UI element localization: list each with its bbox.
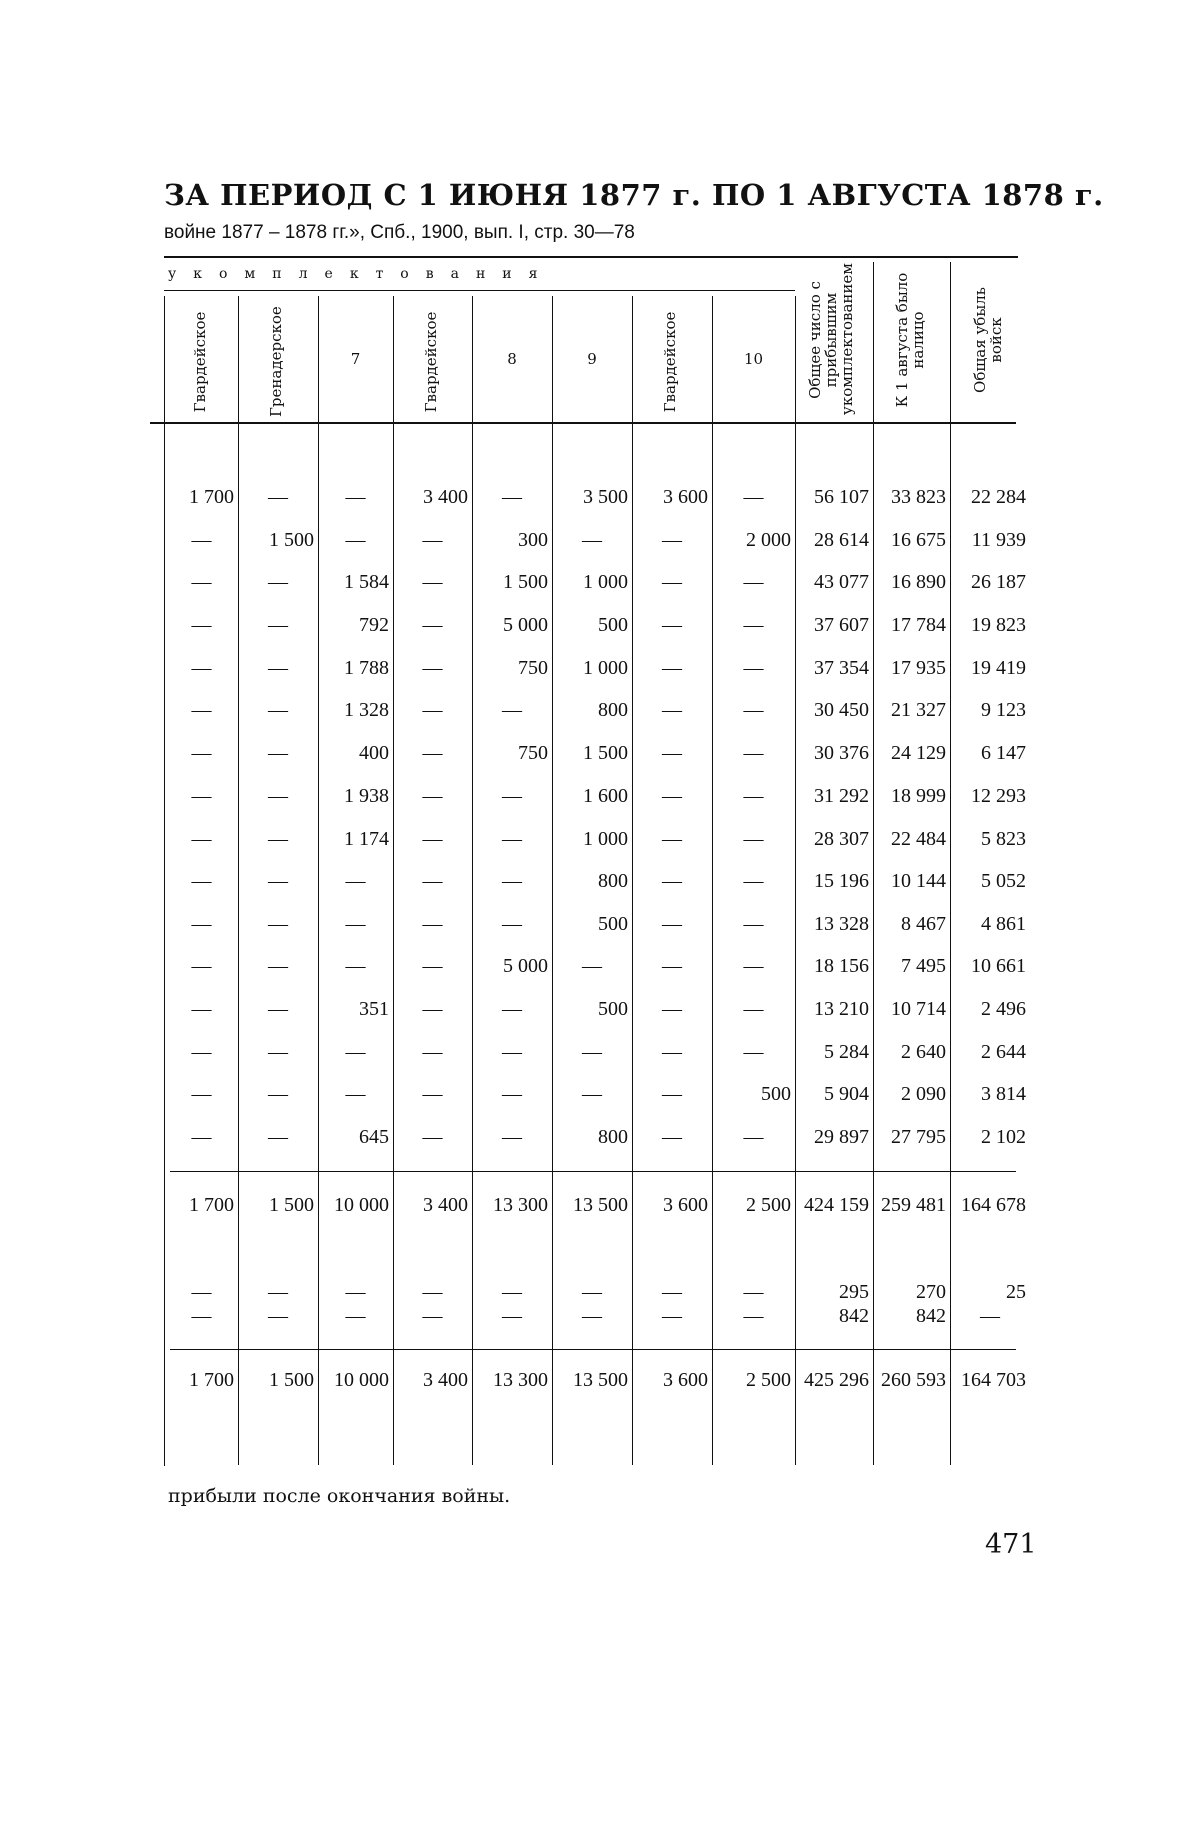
table-row-cell: 750: [518, 742, 548, 764]
subtotal-row-cell: 10 000: [334, 1194, 389, 1216]
table-row-cell: —: [743, 1126, 764, 1148]
table-row-cell: —: [268, 1083, 288, 1105]
table-row-cell: 351: [359, 998, 389, 1020]
table-row-cell: —: [268, 1041, 288, 1063]
table-row-cell: 3 500: [583, 486, 628, 508]
total-row-cell: 425 296: [804, 1369, 869, 1391]
table-row-cell: 18 999: [891, 785, 946, 807]
table-row-cell: —: [662, 1083, 682, 1105]
table-row-cell: 1 938: [344, 785, 389, 807]
extra-row-cell: 270: [916, 1281, 946, 1303]
table-row-cell: —: [191, 998, 212, 1020]
table-row-cell: 500: [598, 998, 628, 1020]
group-underline: [164, 290, 795, 291]
table-row-cell: —: [191, 913, 212, 935]
table-row-cell: —: [191, 1083, 212, 1105]
table-row-cell: 28 614: [814, 529, 869, 551]
header-bottom-rule: [150, 422, 1016, 424]
table-row-cell: —: [662, 1041, 682, 1063]
table-row-cell: —: [582, 1041, 602, 1063]
table-row-cell: 24 129: [891, 742, 946, 764]
table-row-cell: —: [743, 486, 764, 508]
table-row-cell: 29 897: [814, 1126, 869, 1148]
table-row-cell: —: [743, 1041, 764, 1063]
table-row-cell: —: [743, 913, 764, 935]
table-row-cell: 13 210: [814, 998, 869, 1020]
table-row-cell: 792: [359, 614, 389, 636]
table-row-cell: —: [268, 913, 288, 935]
column-header: Общее число с прибывшим укомплектованием: [806, 263, 856, 415]
table-row-cell: —: [422, 529, 443, 551]
table-row-cell: 8 467: [901, 913, 946, 935]
table-row-cell: —: [422, 998, 443, 1020]
table-row-cell: —: [345, 486, 366, 508]
table-row-cell: 12 293: [971, 785, 1026, 807]
table-row-cell: 3 600: [663, 486, 708, 508]
table-row-cell: 2 000: [746, 529, 791, 551]
table-row-cell: 15 196: [814, 870, 869, 892]
table-row-cell: —: [268, 828, 288, 850]
table-row-cell: 5 284: [824, 1041, 869, 1063]
table-row-cell: —: [422, 657, 443, 679]
table-row-cell: —: [422, 870, 443, 892]
table-row-cell: —: [502, 828, 522, 850]
table-row-cell: —: [191, 1041, 212, 1063]
table-row-cell: 31 292: [814, 785, 869, 807]
extra-row-cell: —: [422, 1305, 443, 1327]
table-row-cell: —: [502, 486, 522, 508]
table-row-cell: 17 784: [891, 614, 946, 636]
subtotal-row-cell: 1 700: [189, 1194, 234, 1216]
table-row-cell: 37 354: [814, 657, 869, 679]
total-row-cell: 260 593: [881, 1369, 946, 1391]
extra-row-cell: 842: [916, 1305, 946, 1327]
table-row-cell: 21 327: [891, 699, 946, 721]
table-row-cell: 19 419: [971, 657, 1026, 679]
table-row-cell: —: [743, 785, 764, 807]
table-row-cell: 2 496: [981, 998, 1026, 1020]
table-row-cell: —: [662, 955, 682, 977]
table-row-cell: 27 795: [891, 1126, 946, 1148]
table-row-cell: —: [422, 955, 443, 977]
table-row-cell: 1 600: [583, 785, 628, 807]
table-row-cell: —: [502, 699, 522, 721]
table-row-cell: 1 174: [344, 828, 389, 850]
subtotal-row-cell: 424 159: [804, 1194, 869, 1216]
subtotal-row-cell: 13 300: [493, 1194, 548, 1216]
table-row-cell: 500: [598, 614, 628, 636]
table-row-cell: —: [662, 529, 682, 551]
table-top-rule: [164, 256, 1018, 258]
column-header: Гренадерское: [267, 306, 285, 417]
table-row-cell: —: [743, 828, 764, 850]
page-number: 471: [985, 1529, 1037, 1560]
table-row-cell: 300: [518, 529, 548, 551]
table-row-cell: 2 644: [981, 1041, 1026, 1063]
total-row-cell: 3 600: [663, 1369, 708, 1391]
table-row-cell: —: [191, 870, 212, 892]
table-row-cell: 1 700: [189, 486, 234, 508]
table-row-cell: —: [345, 1083, 366, 1105]
table-row-cell: —: [662, 571, 682, 593]
table-row-cell: 26 187: [971, 571, 1026, 593]
table-row-cell: —: [743, 742, 764, 764]
column-header: Общая убыль войск: [971, 287, 1005, 393]
table-row-cell: —: [191, 657, 212, 679]
table-row-cell: 28 307: [814, 828, 869, 850]
table-row-cell: 5 000: [503, 955, 548, 977]
table-row-cell: 500: [761, 1083, 791, 1105]
table-row-cell: —: [268, 785, 288, 807]
extra-row-cell: —: [268, 1281, 288, 1303]
column-header: Гвардейское: [190, 311, 209, 413]
table-row-cell: —: [662, 742, 682, 764]
table-row-cell: —: [191, 785, 212, 807]
table-row-cell: 400: [359, 742, 389, 764]
table-row-cell: 2 090: [901, 1083, 946, 1105]
table-row-cell: 2 102: [981, 1126, 1026, 1148]
table-row-cell: —: [743, 699, 764, 721]
table-row-cell: 1 500: [583, 742, 628, 764]
table-row-cell: 17 935: [891, 657, 946, 679]
extra-row-cell: —: [662, 1305, 682, 1327]
total-row-cell: 164 703: [961, 1369, 1026, 1391]
table-row-cell: —: [502, 785, 522, 807]
table-row-cell: 18 156: [814, 955, 869, 977]
table-row-cell: —: [422, 913, 443, 935]
table-row-cell: —: [345, 955, 366, 977]
subtotal-row-cell: 2 500: [746, 1194, 791, 1216]
column-header: 9: [587, 350, 597, 368]
table-row-cell: 30 376: [814, 742, 869, 764]
table-row-cell: 37 607: [814, 614, 869, 636]
extra-row-cell: —: [743, 1281, 764, 1303]
table-row-cell: 10 661: [971, 955, 1026, 977]
table-row-cell: 10 144: [891, 870, 946, 892]
total-row-cell: 3 400: [423, 1369, 468, 1391]
extra-row-cell: 295: [839, 1281, 869, 1303]
table-row-cell: —: [662, 913, 682, 935]
table-row-cell: —: [268, 870, 288, 892]
table-row-cell: 750: [518, 657, 548, 679]
page-title: ЗА ПЕРИОД С 1 ИЮНЯ 1877 г. ПО 1 АВГУСТА 1878 г.: [164, 178, 1104, 212]
table-row-cell: 13 328: [814, 913, 869, 935]
table-row-cell: —: [191, 529, 212, 551]
table-row-cell: —: [268, 657, 288, 679]
total-row-cell: 13 300: [493, 1369, 548, 1391]
subtotal-row-cell: 1 500: [269, 1194, 314, 1216]
table-row-cell: 1 000: [583, 828, 628, 850]
table-row-cell: —: [268, 1126, 288, 1148]
extra-row-cell: —: [191, 1281, 212, 1303]
table-row-cell: —: [345, 1041, 366, 1063]
table-row-cell: 6 147: [981, 742, 1026, 764]
table-row-cell: —: [662, 828, 682, 850]
table-row-cell: 33 823: [891, 486, 946, 508]
extra-row-cell: —: [422, 1281, 443, 1303]
table-row-cell: 3 400: [423, 486, 468, 508]
table-row-cell: 22 284: [971, 486, 1026, 508]
table-row-cell: —: [345, 529, 366, 551]
table-row-cell: 5 823: [981, 828, 1026, 850]
table-row-cell: 9 123: [981, 699, 1026, 721]
table-row-cell: 800: [598, 699, 628, 721]
total-row-cell: 13 500: [573, 1369, 628, 1391]
table-row-cell: —: [268, 742, 288, 764]
table-row-cell: 5 052: [981, 870, 1026, 892]
table-row-cell: —: [502, 1041, 522, 1063]
column-header: 10: [743, 350, 764, 368]
extra-row-cell: 25: [1006, 1281, 1026, 1303]
table-row-cell: —: [268, 486, 288, 508]
column-header: 7: [350, 350, 361, 368]
table-row-cell: —: [502, 998, 522, 1020]
table-row-cell: 16 675: [891, 529, 946, 551]
table-row-cell: —: [191, 699, 212, 721]
table-row-cell: —: [743, 955, 764, 977]
extra-row-cell: —: [502, 1281, 522, 1303]
table-row-cell: 43 077: [814, 571, 869, 593]
extra-row-cell: —: [582, 1281, 602, 1303]
table-row-cell: 4 861: [981, 913, 1026, 935]
extra-row-cell: —: [582, 1305, 602, 1327]
table-row-cell: —: [743, 870, 764, 892]
table-row-cell: 11 939: [971, 529, 1026, 551]
table-row-cell: 1 000: [583, 657, 628, 679]
table-row-cell: —: [422, 1041, 443, 1063]
subtotal-row-cell: 259 481: [881, 1194, 946, 1216]
table-row-cell: 800: [598, 1126, 628, 1148]
subtotal-row-cell: 164 678: [961, 1194, 1026, 1216]
extra-row-cell: —: [743, 1305, 764, 1327]
table-row-cell: 7 495: [901, 955, 946, 977]
extra-row-cell: 842: [839, 1305, 869, 1327]
table-row-cell: —: [191, 955, 212, 977]
table-row-cell: —: [268, 955, 288, 977]
table-row-cell: —: [662, 1126, 682, 1148]
table-row-cell: 2 640: [901, 1041, 946, 1063]
table-row-cell: 645: [359, 1126, 389, 1148]
extra-row-cell: —: [191, 1305, 212, 1327]
total-row-cell: 10 000: [334, 1369, 389, 1391]
table-row-cell: 1 584: [344, 571, 389, 593]
extra-row-cell: —: [345, 1305, 366, 1327]
extra-row-cell: —: [268, 1305, 288, 1327]
table-row-cell: 1 328: [344, 699, 389, 721]
table-row-cell: —: [582, 1083, 602, 1105]
table-row-cell: 30 450: [814, 699, 869, 721]
table-row-cell: —: [422, 828, 443, 850]
extra-row-cell: —: [662, 1281, 682, 1303]
table-row-cell: —: [191, 571, 212, 593]
subtotal-row-cell: 13 500: [573, 1194, 628, 1216]
table-row-cell: —: [345, 870, 366, 892]
table-row-cell: 3 814: [981, 1083, 1026, 1105]
subtotal-row-cell: 3 600: [663, 1194, 708, 1216]
table-row-cell: —: [502, 913, 522, 935]
table-row-cell: —: [662, 699, 682, 721]
table-row-cell: —: [422, 785, 443, 807]
table-row-cell: —: [191, 1126, 212, 1148]
column-header: К 1 августа было налицо: [892, 272, 927, 408]
table-row-cell: 1 000: [583, 571, 628, 593]
table-row-cell: 19 823: [971, 614, 1026, 636]
table-row-cell: —: [191, 742, 212, 764]
table-row-cell: —: [191, 614, 212, 636]
table-row-cell: —: [743, 657, 764, 679]
table-row-cell: —: [662, 785, 682, 807]
table-row-cell: —: [422, 1083, 443, 1105]
extra-row-cell: —: [980, 1305, 1000, 1327]
table-row-cell: —: [502, 870, 522, 892]
table-row-cell: 1 500: [269, 529, 314, 551]
table-row-cell: —: [582, 955, 602, 977]
table-row-cell: —: [662, 657, 682, 679]
table-row-cell: —: [422, 614, 443, 636]
extra-row-cell: —: [345, 1281, 366, 1303]
table-row-cell: 10 714: [891, 998, 946, 1020]
table-row-cell: —: [662, 870, 682, 892]
source-citation: войне 1877 – 1878 гг.», Спб., 1900, вып. I, стр. 30—78: [164, 222, 635, 243]
table-row-cell: —: [582, 529, 602, 551]
table-row-cell: 56 107: [814, 486, 869, 508]
table-row-cell: 1 500: [503, 571, 548, 593]
table-row-cell: 500: [598, 913, 628, 935]
table-row-cell: —: [502, 1083, 522, 1105]
table-row-cell: —: [191, 828, 212, 850]
table-row-cell: —: [662, 998, 682, 1020]
subtotal-rule: [170, 1171, 1016, 1172]
total-row-cell: 2 500: [746, 1369, 791, 1391]
total-row-cell: 1 500: [269, 1369, 314, 1391]
group-label: укомплектования: [168, 266, 555, 282]
table-row-cell: —: [422, 1126, 443, 1148]
table-row-cell: 5 000: [503, 614, 548, 636]
column-header: Гвардейское: [661, 311, 679, 413]
table-row-cell: 5 904: [824, 1083, 869, 1105]
table-row-cell: 22 484: [891, 828, 946, 850]
table-row-cell: —: [268, 571, 288, 593]
table-row-cell: —: [662, 614, 682, 636]
footnote: прибыли после окончания войны.: [168, 1485, 511, 1507]
table-row-cell: 800: [598, 870, 628, 892]
column-header: Гвардейское: [421, 311, 440, 413]
subtotal-row-cell: 3 400: [423, 1194, 468, 1216]
table-row-cell: —: [268, 614, 288, 636]
table-row-cell: —: [743, 614, 764, 636]
table-row-cell: —: [422, 571, 443, 593]
table-row-cell: 1 788: [344, 657, 389, 679]
table-row-cell: —: [743, 998, 764, 1020]
total-rule: [170, 1349, 1016, 1350]
table-row-cell: —: [268, 699, 288, 721]
table-row-cell: —: [268, 998, 288, 1020]
table-row-cell: —: [502, 1126, 522, 1148]
table-row-cell: —: [743, 571, 764, 593]
table-row-cell: 16 890: [891, 571, 946, 593]
table-row-cell: —: [422, 699, 443, 721]
column-header: 8: [507, 350, 517, 368]
table-row-cell: —: [345, 913, 366, 935]
extra-row-cell: —: [502, 1305, 522, 1327]
table-row-cell: —: [422, 742, 443, 764]
total-row-cell: 1 700: [189, 1369, 234, 1391]
